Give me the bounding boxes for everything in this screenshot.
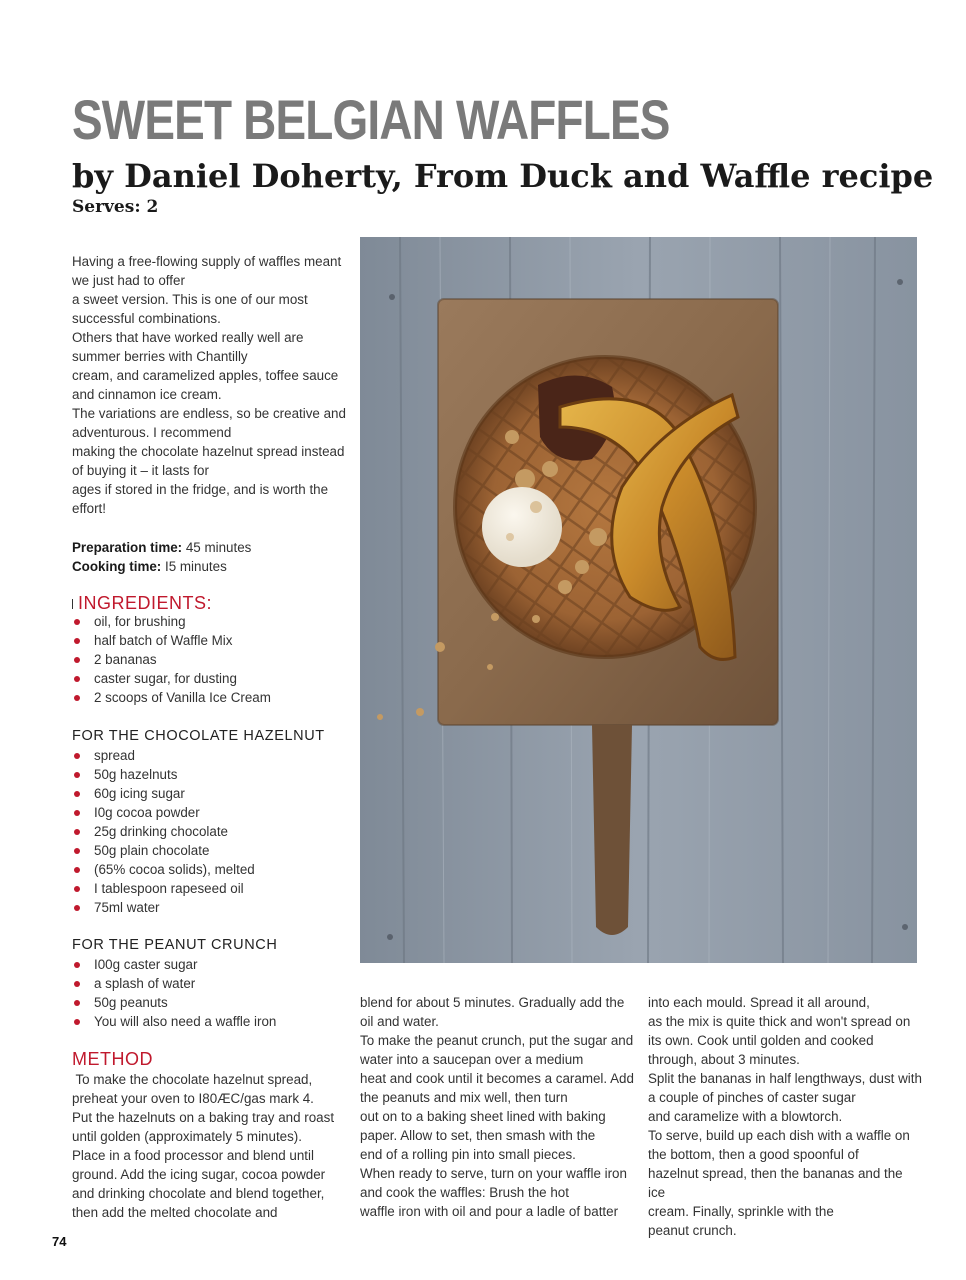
bullet-icon (74, 810, 80, 816)
method-column-1 (72, 1070, 347, 1222)
chocolate-hazelnut-heading: FOR THE CHOCOLATE HAZELNUT (72, 728, 325, 744)
ingredient-text: oil, for brushing (94, 614, 186, 629)
ingredient-text: 75ml water (94, 900, 160, 915)
timing-info (72, 538, 352, 576)
waffle-photo-illustration (360, 237, 917, 963)
method-line: When ready to serve, turn on your waffle iron (360, 1166, 627, 1181)
list-item (72, 669, 352, 688)
ingredient-text: caster sugar, for dusting (94, 671, 237, 686)
ingredient-text: 50g peanuts (94, 995, 168, 1010)
prep-time (72, 538, 352, 557)
ingredient-text: (65% cocoa solids), melted (94, 862, 255, 877)
list-item (72, 822, 352, 841)
intro-line: and cinnamon ice cream. (72, 387, 222, 402)
cook-time (72, 557, 352, 576)
ingredient-text: I00g caster sugar (94, 957, 198, 972)
ingredient-text: You will also need a waffle iron (94, 1014, 277, 1029)
intro-line: adventurous. I recommend (72, 425, 232, 440)
intro-text (72, 252, 352, 518)
intro-line: making the chocolate hazelnut spread instead (72, 444, 345, 459)
peanut-crunch-heading: FOR THE PEANUT CRUNCH (72, 937, 278, 953)
recipe-title: SWEET BELGIAN WAFFLES (72, 88, 670, 151)
cook-time-value: I5 minutes (161, 559, 227, 574)
bullet-icon (74, 753, 80, 759)
method-line: and cook the waffles: Brush the hot (360, 1185, 569, 1200)
method-line: oil and water. (360, 1014, 439, 1029)
recipe-byline: by Daniel Doherty, From Duck and Waffle recipe (72, 157, 934, 195)
method-line: into each mould. Spread it all around, (648, 995, 870, 1010)
ingredient-text: 60g icing sugar (94, 786, 185, 801)
bullet-icon (74, 619, 80, 625)
method-line: then add the melted chocolate and (72, 1205, 278, 1220)
ingredients-list (72, 612, 352, 707)
list-item (72, 650, 352, 669)
intro-line: summer berries with Chantilly (72, 349, 248, 364)
method-line: To make the peanut crunch, put the sugar and (360, 1033, 634, 1048)
list-item (72, 974, 352, 993)
method-line: hazelnut spread, then the bananas and the ice (648, 1166, 903, 1200)
intro-line: of buying it – it lasts for (72, 463, 209, 478)
prep-time-label: Preparation time: (72, 540, 183, 555)
method-line: ground. Add the icing sugar, cocoa powder (72, 1167, 326, 1182)
bullet-icon (74, 1019, 80, 1025)
bullet-icon (74, 886, 80, 892)
list-item (72, 993, 352, 1012)
waffle-photo (360, 237, 917, 963)
bullet-icon (74, 962, 80, 968)
method-line: paper. Allow to set, then smash with the (360, 1128, 596, 1143)
method-line: Put the hazelnuts on a baking tray and roast (72, 1110, 335, 1125)
method-line: the bottom, then a good spoonful of (648, 1147, 859, 1162)
method-line: through, about 3 minutes. (648, 1052, 800, 1067)
prep-time-value: 45 minutes (182, 540, 252, 555)
method-line: Place in a food processor and blend until (72, 1148, 314, 1163)
method-line: blend for about 5 minutes. Gradually add the (360, 995, 625, 1010)
cook-time-label: Cooking time: (72, 559, 162, 574)
list-item (72, 898, 352, 917)
list-item (72, 803, 352, 822)
method-line: as the mix is quite thick and won't spread on (648, 1014, 911, 1029)
ingredient-text: I0g cocoa powder (94, 805, 200, 820)
method-line: waffle iron with oil and pour a ladle of batter (360, 1204, 619, 1219)
method-column-2 (360, 993, 635, 1221)
method-line: and caramelize with a blowtorch. (648, 1109, 843, 1124)
method-line: until golden (approximately 5 minutes). (72, 1129, 302, 1144)
ingredient-text: half batch of Waffle Mix (94, 633, 233, 648)
ingredient-text: I tablespoon rapeseed oil (94, 881, 244, 896)
bullet-icon (74, 791, 80, 797)
bullet-icon (74, 829, 80, 835)
chocolate-hazelnut-list (72, 746, 352, 917)
ingredient-text: spread (94, 748, 135, 763)
method-line: Split the bananas in half lengthways, dust with (648, 1071, 922, 1086)
method-line: its own. Cook until golden and cooked (648, 1033, 874, 1048)
list-item (72, 841, 352, 860)
bullet-icon (74, 657, 80, 663)
method-heading: METHOD (72, 1049, 153, 1069)
page-number: 74 (52, 1234, 67, 1249)
intro-line: a sweet version. This is one of our most (72, 292, 308, 307)
method-line: and drinking chocolate and blend together, (72, 1186, 325, 1201)
method-line: cream. Finally, sprinkle with the (648, 1204, 834, 1219)
method-line: end of a rolling pin into small pieces. (360, 1147, 576, 1162)
list-item (72, 1012, 352, 1031)
bullet-icon (74, 867, 80, 873)
list-item (72, 746, 352, 765)
method-line: To serve, build up each dish with a waffle on (648, 1128, 910, 1143)
bullet-icon (74, 905, 80, 911)
method-line: the peanuts and mix well, then turn (360, 1090, 568, 1105)
list-item (72, 688, 352, 707)
method-line: preheat your oven to I80ÆC/gas mark 4. (72, 1091, 314, 1106)
bullet-icon (74, 848, 80, 854)
method-line: peanut crunch. (648, 1223, 737, 1238)
intro-line: successful combinations. (72, 311, 221, 326)
bullet-icon (74, 772, 80, 778)
method-line: water into a saucepan over a medium (360, 1052, 584, 1067)
method-line: out on to a baking sheet lined with baking (360, 1109, 606, 1124)
method-line: heat and cook until it becomes a caramel. Add (360, 1071, 634, 1086)
method-line: To make the chocolate hazelnut spread, (72, 1072, 313, 1087)
bullet-icon (74, 695, 80, 701)
method-line: a couple of pinches of caster sugar (648, 1090, 856, 1105)
peanut-crunch-list (72, 955, 352, 1031)
bullet-icon (74, 676, 80, 682)
list-item (72, 955, 352, 974)
ingredients-heading-text: INGREDIENTS: (78, 593, 213, 613)
bullet-icon (74, 1000, 80, 1006)
list-item (72, 765, 352, 784)
method-column-3 (648, 993, 923, 1240)
intro-line: The variations are endless, so be creative and (72, 406, 346, 421)
ingredients-heading (72, 592, 212, 614)
intro-line: Others that have worked really well are (72, 330, 304, 345)
list-item (72, 631, 352, 650)
heading-marker (72, 599, 73, 609)
list-item (72, 860, 352, 879)
list-item (72, 784, 352, 803)
ingredient-text: 50g plain chocolate (94, 843, 210, 858)
intro-line: effort! (72, 501, 106, 516)
ingredient-text: a splash of water (94, 976, 196, 991)
ingredient-text: 2 bananas (94, 652, 157, 667)
bullet-icon (74, 981, 80, 987)
intro-line: cream, and caramelized apples, toffee sauce (72, 368, 339, 383)
ingredient-text: 2 scoops of Vanilla Ice Cream (94, 690, 271, 705)
serves-count: Serves: 2 (72, 197, 159, 217)
ingredient-text: 25g drinking chocolate (94, 824, 228, 839)
list-item (72, 879, 352, 898)
list-item (72, 612, 352, 631)
ingredient-text: 50g hazelnuts (94, 767, 178, 782)
bullet-icon (74, 638, 80, 644)
intro-line: we just had to offer (72, 273, 185, 288)
intro-line: Having a free-flowing supply of waffles meant (72, 254, 342, 269)
intro-line: ages if stored in the fridge, and is worth the (72, 482, 329, 497)
